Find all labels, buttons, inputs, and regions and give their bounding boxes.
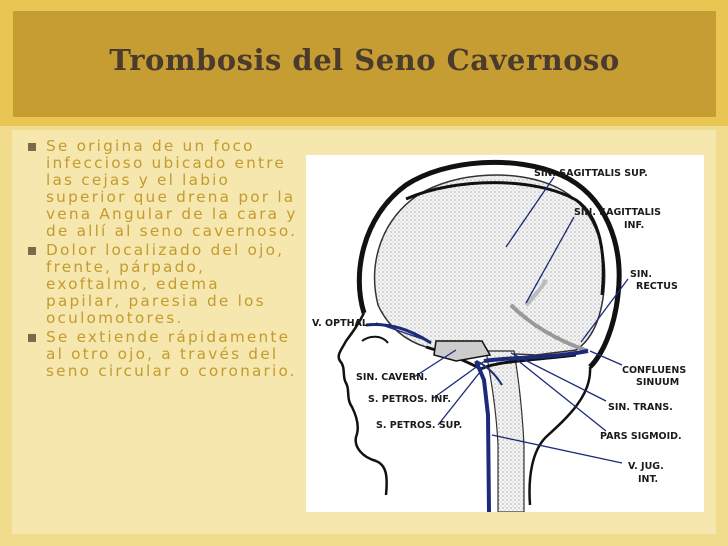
bullet-square-icon bbox=[28, 334, 36, 342]
bullet-item bbox=[26, 242, 302, 327]
label-s-petros-sup: S. PETROS. SUP. bbox=[376, 420, 463, 431]
bullet-item bbox=[26, 138, 302, 240]
label-sin-cavern: SIN. CAVERN. bbox=[356, 372, 428, 383]
brain bbox=[375, 175, 605, 355]
bullet-square-icon bbox=[28, 143, 36, 151]
bullet-text: Dolor localizado del ojo, frente, párpado, exoftalmo, edema papilar, paresia de los oculomotores. bbox=[46, 241, 285, 327]
label-v-opthal: V. OPTHAL. bbox=[312, 318, 372, 329]
brainstem bbox=[486, 351, 524, 512]
label-confluens-2: SINUUM bbox=[636, 377, 680, 388]
label-v-jug-2: INT. bbox=[638, 474, 659, 485]
bullet-item bbox=[26, 329, 302, 380]
label-confluens: CONFLUENS bbox=[622, 365, 687, 376]
label-sin-rectus-2: RECTUS bbox=[636, 281, 678, 292]
eye bbox=[362, 337, 388, 343]
slide-title: Trombosis del Seno Cavernoso bbox=[109, 43, 620, 77]
bullet-list bbox=[26, 138, 302, 382]
label-sin-sagittalis-inf-2: INF. bbox=[624, 220, 645, 231]
label-v-jug: V. JUG. bbox=[628, 461, 664, 472]
label-pars-sigmoid: PARS SIGMOID. bbox=[600, 431, 682, 442]
label-sin-trans: SIN. TRANS. bbox=[608, 402, 673, 413]
bullet-text: Se origina de un foco infeccioso ubicado entre las cejas y el labio superior que drena por la vena Angular de la cara y de allí al seno cavernoso. bbox=[46, 137, 298, 240]
label-s-petros-inf: S. PETROS. INF. bbox=[368, 394, 452, 405]
title-band bbox=[0, 0, 728, 126]
bullet-square-icon bbox=[28, 247, 36, 255]
v-jug-int-vein bbox=[476, 361, 489, 512]
bullet-text: Se extiende rápidamente al otro ojo, a través del seno circular o coronario. bbox=[46, 328, 297, 380]
anatomy-figure bbox=[306, 155, 704, 512]
label-sin-rectus: SIN. bbox=[630, 269, 652, 280]
label-sin-sagittalis-inf: SIN. SAGITTALIS bbox=[574, 207, 661, 218]
title-box bbox=[13, 11, 716, 117]
head-sagittal-diagram bbox=[306, 155, 704, 512]
label-sin-sagittalis-sup: SIN. SAGITTALIS SUP. bbox=[534, 168, 648, 179]
